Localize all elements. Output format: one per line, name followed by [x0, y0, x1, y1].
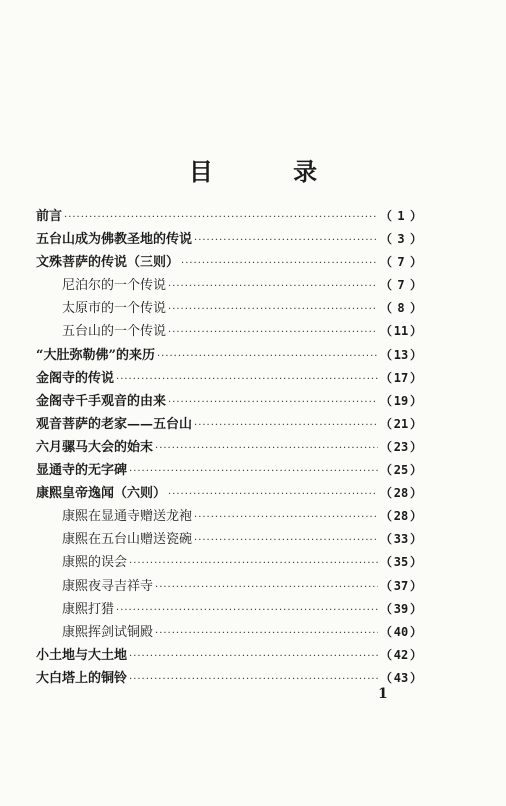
dot-leader — [129, 552, 378, 575]
toc-entry-page: （ 39 ） — [380, 598, 422, 621]
dot-leader — [194, 414, 378, 437]
toc-entry — [36, 528, 422, 551]
toc-page-number: 7 — [397, 278, 405, 293]
toc-page-number: 23 — [393, 439, 409, 454]
toc-entry — [36, 205, 422, 228]
toc-page-number: 19 — [393, 393, 409, 408]
toc-page-number: 17 — [393, 370, 409, 385]
toc-entry — [36, 390, 422, 413]
toc-entry — [36, 344, 422, 367]
dot-leader — [155, 622, 378, 645]
dot-leader — [129, 668, 378, 691]
dot-leader — [181, 252, 378, 275]
toc-entry-page: （ 13 ） — [380, 344, 422, 367]
dot-leader — [168, 483, 378, 506]
toc-page-number: 7 — [397, 255, 405, 270]
dot-leader — [116, 599, 378, 622]
toc-page-number: 37 — [393, 578, 409, 593]
toc-entry-page: （ 7 ） — [380, 251, 422, 274]
toc-entry-title: 康熙在五台山赠送瓷碗 — [62, 532, 193, 548]
toc-entry — [36, 413, 422, 436]
toc-entry-title: 文殊菩萨的传说（三则） — [36, 255, 180, 271]
toc-entry — [36, 367, 422, 390]
toc-entry-page: （ 23 ） — [380, 436, 422, 459]
toc-entry-page: （ 37 ） — [380, 575, 422, 598]
dot-leader — [168, 391, 378, 414]
toc-entry-page: （ 28 ） — [380, 505, 422, 528]
toc-page-number: 35 — [393, 555, 409, 570]
toc-entry — [36, 667, 422, 690]
toc-page-number: 43 — [393, 670, 409, 685]
dot-leader — [157, 345, 378, 368]
toc-entry-title: 五台山的一个传说 — [62, 324, 167, 340]
toc-page-number: 13 — [393, 347, 409, 362]
toc-entry-page: （ 25 ） — [380, 459, 422, 482]
toc-entry — [36, 297, 422, 320]
toc-page-number: 40 — [393, 624, 409, 639]
toc-entry-page: （ 8 ） — [380, 297, 422, 320]
page-title: 目 录 — [188, 157, 354, 186]
toc-page-number: 28 — [393, 509, 409, 524]
dot-leader — [155, 576, 378, 599]
toc-entry-page: （ 7 ） — [380, 274, 422, 297]
toc-entry — [36, 575, 422, 598]
toc-entry-page: （ 33 ） — [380, 528, 422, 551]
toc-entry-page: （ 21 ） — [380, 413, 422, 436]
dot-leader — [155, 437, 378, 460]
toc-entry-title: 观音菩萨的老家——五台山 — [36, 416, 193, 432]
toc-entry-page: （ 40 ） — [380, 621, 422, 644]
toc-entry-title: 康熙夜寻吉祥寺 — [62, 578, 154, 594]
dot-leader — [194, 229, 378, 252]
toc-entry — [36, 505, 422, 528]
toc-entry — [36, 644, 422, 667]
toc-entry — [36, 621, 422, 644]
toc-entry-title: 康熙皇帝逸闻（六则） — [36, 486, 167, 502]
toc-page-number: 25 — [393, 463, 409, 478]
toc-entry — [36, 251, 422, 274]
toc-entry-title: 金阁寺千手观音的由来 — [36, 393, 167, 409]
toc-entry-title: 前言 — [36, 209, 63, 224]
toc-entry-title: 康熙在显通寺赠送龙袍 — [62, 509, 193, 525]
toc-entry-page: （ 17 ） — [380, 367, 422, 390]
dot-leader — [116, 368, 378, 391]
toc-entry-title: 显通寺的无字碑 — [36, 463, 128, 479]
toc-entry-page: （ 42 ） — [380, 644, 422, 667]
page-number: 1 — [378, 686, 388, 702]
toc-page-number: 39 — [393, 601, 409, 616]
dot-leader — [168, 298, 378, 321]
toc-entry — [36, 459, 422, 482]
toc-page-number: 42 — [393, 647, 409, 662]
toc-entry-title: 小土地与大土地 — [36, 647, 128, 663]
toc-entry-page: （ 43 ） — [380, 667, 422, 690]
toc-page-number: 28 — [393, 486, 409, 501]
toc-entry-title: 康熙的误会 — [62, 555, 128, 571]
toc-entry-title: “大肚弥勒佛”的来历 — [36, 347, 155, 363]
toc-entry-title: 五台山成为佛教圣地的传说 — [36, 232, 193, 248]
dot-leader — [64, 206, 378, 229]
toc-entry-page: （ 3 ） — [380, 228, 422, 251]
dot-leader — [168, 321, 378, 344]
dot-leader — [194, 506, 378, 529]
toc-entry — [36, 274, 422, 297]
toc-entry-title: 康熙打猎 — [62, 601, 115, 617]
toc-page-number: 11 — [393, 324, 409, 339]
toc-entry-page: （ 11 ） — [380, 320, 422, 343]
toc-entry — [36, 598, 422, 621]
table-of-contents — [36, 205, 422, 690]
toc-entry — [36, 436, 422, 459]
dot-leader — [168, 275, 378, 298]
toc-entry-page: （ 1 ） — [380, 205, 422, 228]
toc-entry-title: 六月骡马大会的始末 — [36, 439, 154, 455]
dot-leader — [129, 460, 378, 483]
toc-entry-title: 大白塔上的铜铃 — [36, 670, 128, 686]
toc-page-number: 3 — [397, 232, 405, 247]
dot-leader — [194, 529, 378, 552]
toc-entry — [36, 482, 422, 505]
toc-entry — [36, 551, 422, 574]
toc-page-number: 33 — [393, 532, 409, 547]
toc-entry-title: 太原市的一个传说 — [62, 301, 167, 317]
toc-entry-title: 金阁寺的传说 — [36, 370, 115, 386]
toc-page-number: 21 — [393, 416, 409, 431]
toc-entry — [36, 320, 422, 343]
toc-entry-title: 康熙挥剑试铜殿 — [62, 624, 154, 640]
dot-leader — [129, 645, 378, 668]
toc-entry-title: 尼泊尔的一个传说 — [62, 278, 167, 294]
toc-entry-page: （ 28 ） — [380, 482, 422, 505]
toc-entry-page: （ 35 ） — [380, 551, 422, 574]
toc-page-number: 8 — [397, 301, 405, 316]
toc-entry — [36, 228, 422, 251]
toc-page-number: 1 — [397, 209, 405, 223]
toc-entry-page: （ 19 ） — [380, 390, 422, 413]
